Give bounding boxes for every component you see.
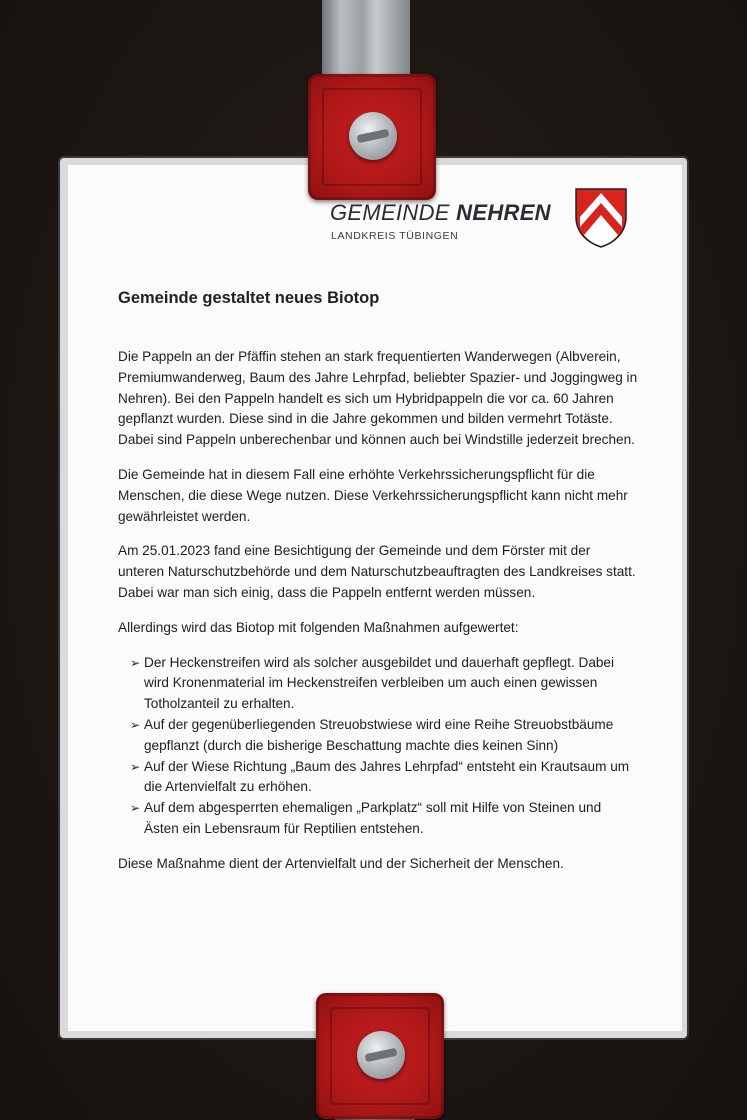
- list-item: ➢ Auf dem abgesperrten ehemaligen „Parkplatz“ soll mit Hilfe von Steinen und Ästen ein Lebensraum für Reptilien entstehen.: [130, 800, 602, 836]
- measures-list: [118, 653, 638, 840]
- red-mounting-clip-top: [308, 74, 436, 200]
- municipality-name-light: GEMEINDE: [330, 200, 450, 225]
- bolt-icon: [349, 112, 397, 160]
- arrow-bullet-icon: ➢: [130, 801, 141, 816]
- list-item: ➢ Der Heckenstreifen wird als solcher ausgebildet und dauerhaft gepflegt. Dabei wird Kronenmaterial im Heckenstreifen verbleiben um auch einen gewissen Totholzanteil zu erhalten.: [130, 654, 615, 712]
- coat-of-arms-icon: [574, 187, 628, 249]
- closing-sentence: Diese Maßnahme dient der Artenvielfalt und der Sicherheit der Menschen.: [118, 855, 564, 871]
- arrow-bullet-icon: ➢: [130, 655, 141, 670]
- paragraph-3: Am 25.01.2023 fand eine Besichtigung der Gemeinde und dem Förster mit der unteren Naturschutzbehörde und dem Naturschutzbeauftragten des Landkreises statt. Dabei war man sich einig, dass die Pappeln entfernt werden müssen.: [118, 543, 636, 600]
- municipality-name-bold: NEHREN: [456, 200, 551, 225]
- paragraph-4: Allerdings wird das Biotop mit folgenden Maßnahmen aufgewertet:: [118, 619, 519, 635]
- district-name: LANDKREIS TÜBINGEN: [331, 230, 459, 242]
- list-item: ➢ Auf der gegenüberliegenden Streuobstwiese wird eine Reihe Streuobstbäume gepflanzt (durch die bisherige Beschattung machte dies keinen Sinn): [130, 716, 614, 753]
- red-mounting-clip-bottom: [316, 993, 444, 1119]
- paragraph-1: Die Pappeln an der Pfäffin stehen an stark frequentierten Wanderwegen (Albverein, Premiumwanderweg, Baum des Jahre Lehrpfad, beliebter Spazier- und Joggingweg in Nehren). Bei den Pappeln handelt es sich um Hybridpappeln die vor ca. 60 Jahren gepflanzt wurden. Diese sind in die Jahre gekommen und bilden vermehrt Totäste. Dabei sind Pappeln unberechenbar und können auch bei Windstille jederzeit brechen.: [118, 349, 638, 448]
- municipality-name: [330, 200, 551, 226]
- bolt-icon: [357, 1031, 405, 1079]
- notice-body: [118, 347, 638, 889]
- list-item: ➢ Auf der Wiese Richtung „Baum des Jahres Lehrpfad“ entsteht ein Krautsaum um die Artenvielfalt zu erhöhen.: [130, 758, 630, 795]
- notice-title: Gemeinde gestaltet neues Biotop: [118, 289, 380, 307]
- arrow-bullet-icon: ➢: [130, 717, 141, 732]
- paragraph-2: Die Gemeinde hat in diesem Fall eine erhöhte Verkehrssicherungspflicht für die Menschen, die diese Wege nutzen. Diese Verkehrssicherungspflicht kann nicht mehr gewährleistet werden.: [118, 466, 628, 524]
- arrow-bullet-icon: ➢: [130, 759, 141, 774]
